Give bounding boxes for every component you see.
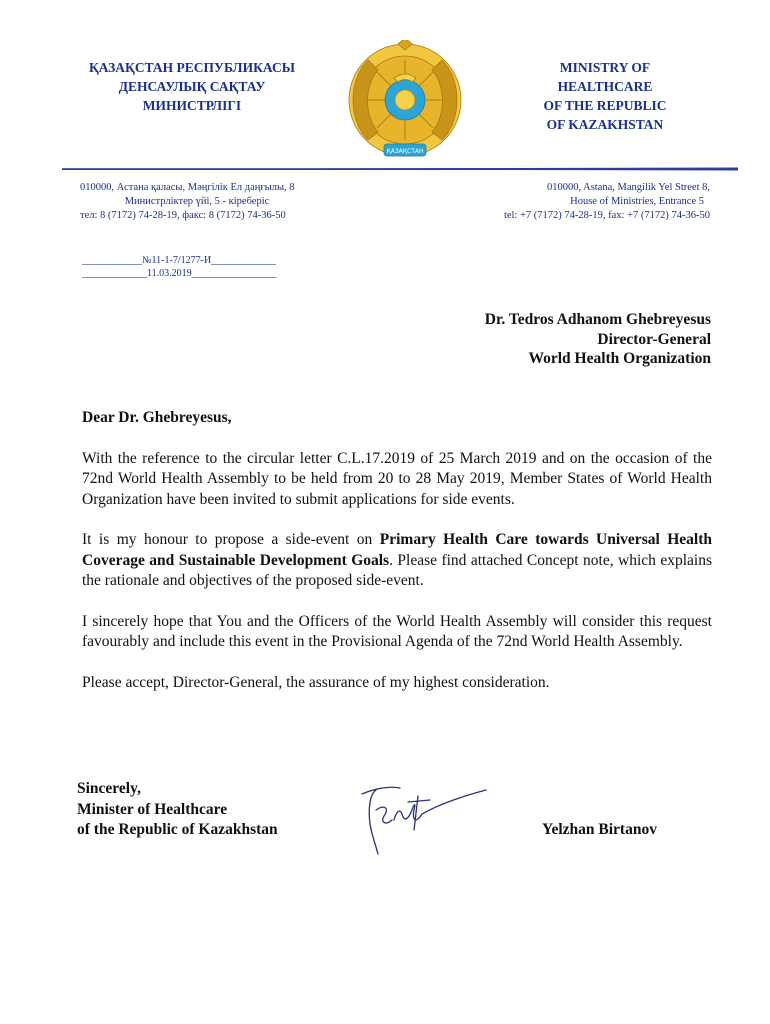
paragraph-2-start: It is my honour to propose a side-event on — [82, 531, 380, 548]
paragraph-4: Please accept, Director-General, the assurance of my highest consideration. — [82, 673, 550, 691]
ministry-name-kz-line: ҚАЗАҚСТАН РЕСПУБЛИКАСЫ — [88, 60, 295, 75]
paragraph-3: I sincerely hope that You and the Officers of the World Health Assembly will consider this request favourably and include this event in the Provisional Agenda of the 72nd World Health Assembly. — [82, 612, 712, 650]
address-english — [450, 181, 710, 223]
address-en-line: 010000, Astana, Mangilik Yel Street 8, — [546, 182, 710, 193]
ministry-name-english — [498, 58, 712, 134]
recipient-line: Director-General — [597, 330, 711, 348]
paragraph-2 — [82, 530, 712, 592]
closing-line: of the Republic of Kazakhstan — [77, 821, 278, 838]
address-kz-line: тел: 8 (7172) 74-28-19, факс: 8 (7172) 74-36-50 — [80, 210, 286, 221]
header-divider — [62, 166, 738, 172]
ministry-name-en-line: OF KAZAKHSTAN — [546, 117, 664, 132]
paragraph-2-end: . Please find attached Concept note, which explains the rationale and objectives of the proposed side-event. — [82, 551, 713, 589]
address-en-line: House of Ministries, Entrance 5 — [570, 196, 704, 207]
ministry-name-en-line: OF THE REPUBLIC — [543, 98, 667, 113]
closing-line: Sincerely, — [77, 780, 141, 797]
salutation: Dear Dr. Ghebreyesus, — [82, 409, 232, 426]
state-emblem-icon — [338, 40, 472, 164]
recipient-line: Dr. Tedros Adhanom Ghebreyesus — [484, 311, 711, 328]
ministry-name-kz-line: ДЕНСАУЛЫҚ САҚТАУ — [118, 79, 266, 94]
ministry-name-en-line: HEALTHCARE — [557, 79, 653, 94]
paragraph-1: With the reference to the circular letter C.L.17.2019 of 25 March 2019 and on the occasion of the 72nd World Health Assembly to be held from 20 to 28 May 2019, Member States of World Health Organization have been invited to submit applications for side events. — [82, 449, 712, 508]
recipient-line: World Health Organization — [528, 350, 711, 367]
reference-date: _____________11.03.2019_________________ — [82, 268, 277, 279]
recipient-block — [485, 310, 711, 369]
closing-line: Minister of Healthcare — [77, 800, 228, 818]
address-kz-line: 010000, Астана қаласы, Мәңгілік Ел даңғылы, 8 — [80, 182, 295, 193]
ministry-name-kz-line: МИНИСТРЛІГІ — [142, 98, 242, 113]
address-en-line: tel: +7 (7172) 74-28-19, fax: +7 (7172) 74-36-50 — [503, 210, 710, 221]
ministry-name-kazakh — [58, 58, 326, 115]
letter-body — [82, 408, 712, 693]
ministry-name-en-line: MINISTRY OF — [559, 60, 651, 75]
address-kazakh — [62, 181, 332, 223]
closing-block — [77, 779, 278, 841]
reference-number: ____________№11-1-7/1277-И_____________ — [82, 255, 277, 266]
side-event-title: Primary Health Care towards Universal Health Coverage and Sustainable Development Goals — [82, 531, 712, 569]
signatory-name: Yelzhan Birtanov — [542, 821, 657, 838]
handwritten-signature — [356, 780, 492, 858]
address-kz-line: Министрліктер үйі, 5 - кіреберіс — [124, 196, 270, 207]
reference-block — [82, 254, 277, 280]
emblem-banner-text: ҚАЗАҚСТАН — [386, 148, 424, 155]
